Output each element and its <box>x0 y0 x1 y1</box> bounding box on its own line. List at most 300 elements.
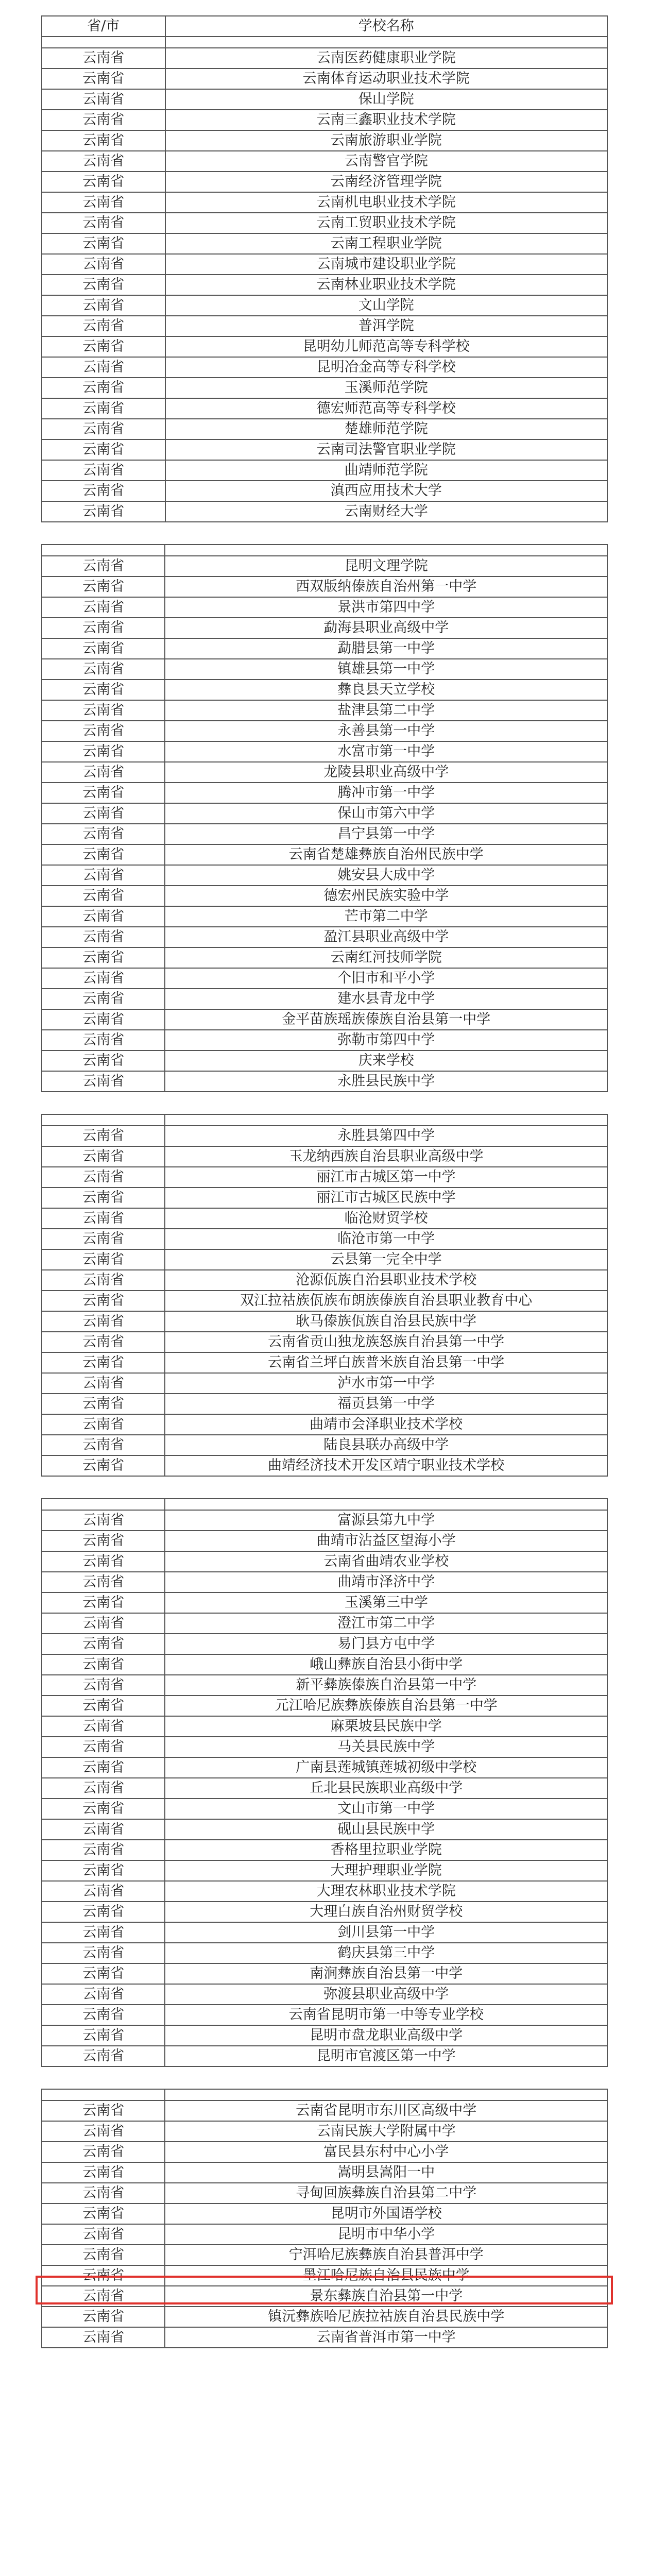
school-name-cell: 云南省普洱市第一中学 <box>165 2327 607 2348</box>
table-row <box>42 1799 607 1819</box>
blank-cell <box>165 2089 607 2100</box>
table-row <box>42 2005 607 2025</box>
province-cell: 云南省 <box>42 1167 165 1188</box>
table-row <box>42 501 607 522</box>
table-row <box>42 1249 607 1270</box>
province-cell: 云南省 <box>42 1009 165 1030</box>
school-name-cell: 云南省兰坪白族普米族自治县第一中学 <box>165 1352 607 1373</box>
table-row <box>42 2307 607 2327</box>
school-name-cell: 云南旅游职业学院 <box>165 130 607 151</box>
table-row <box>42 947 607 968</box>
table-row <box>42 1332 607 1352</box>
province-cell: 云南省 <box>42 989 165 1009</box>
province-cell: 云南省 <box>42 2046 165 2066</box>
table-row <box>42 1531 607 1551</box>
school-name-cell: 云南省昆明市东川区高级中学 <box>165 2100 607 2121</box>
school-name-cell: 庆来学校 <box>165 1050 607 1071</box>
table-row <box>42 295 607 316</box>
table-row <box>42 2046 607 2066</box>
table-row <box>42 2142 607 2162</box>
province-cell: 云南省 <box>42 2183 165 2204</box>
province-cell: 云南省 <box>42 1551 165 1572</box>
table-row <box>42 680 607 700</box>
province-cell: 云南省 <box>42 597 165 618</box>
table-row <box>42 1394 607 1414</box>
school-name-cell: 云南民族大学附属中学 <box>165 2121 607 2142</box>
province-cell: 云南省 <box>42 1394 165 1414</box>
province-cell: 云南省 <box>42 2265 165 2286</box>
province-cell: 云南省 <box>42 1291 165 1311</box>
school-name-cell: 新平彝族傣族自治县第一中学 <box>165 1675 607 1696</box>
school-name-cell: 龙陵县职业高级中学 <box>165 762 607 783</box>
province-cell: 云南省 <box>42 460 165 481</box>
table-row <box>42 865 607 886</box>
province-cell: 云南省 <box>42 1050 165 1071</box>
province-cell: 云南省 <box>42 1984 165 2005</box>
table-row <box>42 2245 607 2265</box>
school-name-cell: 双江拉祜族佤族布朗族傣族自治县职业教育中心 <box>165 1291 607 1311</box>
school-table-section <box>41 544 608 1092</box>
table-row <box>42 1071 607 1092</box>
province-cell: 云南省 <box>42 947 165 968</box>
school-name-cell: 云南机电职业技术学院 <box>165 192 607 213</box>
province-cell: 云南省 <box>42 1208 165 1229</box>
blank-cell <box>165 1114 607 1126</box>
table-row <box>42 803 607 824</box>
province-cell: 云南省 <box>42 1716 165 1737</box>
province-cell: 云南省 <box>42 680 165 700</box>
province-cell: 云南省 <box>42 577 165 597</box>
school-name-cell: 楚雄师范学院 <box>165 419 607 439</box>
blank-cell <box>42 1499 165 1510</box>
school-name-cell: 大理护理职业学院 <box>165 1860 607 1881</box>
school-name-cell: 陆良县联办高级中学 <box>165 1435 607 1455</box>
school-name-cell: 弥勒市第四中学 <box>165 1030 607 1050</box>
table-row <box>42 419 607 439</box>
table-row <box>42 69 607 89</box>
school-name-cell: 昆明文理学院 <box>165 556 607 577</box>
province-cell: 云南省 <box>42 2307 165 2327</box>
province-cell: 云南省 <box>42 1634 165 1654</box>
school-name-cell: 芒市第二中学 <box>165 906 607 927</box>
school-name-cell: 曲靖市泽济中学 <box>165 1572 607 1592</box>
table-row <box>42 1126 607 1146</box>
school-name-cell: 临沧市第一中学 <box>165 1229 607 1249</box>
school-name-cell: 云南省贡山独龙族怒族自治县第一中学 <box>165 1332 607 1352</box>
table-row <box>42 659 607 680</box>
school-name-cell: 马关县民族中学 <box>165 1737 607 1757</box>
province-cell: 云南省 <box>42 130 165 151</box>
province-cell: 云南省 <box>42 927 165 947</box>
table-row <box>42 336 607 357</box>
section-gap <box>41 1477 608 1498</box>
table-row <box>42 824 607 844</box>
school-name-cell: 水富市第一中学 <box>165 741 607 762</box>
school-name-cell: 玉溪师范学院 <box>165 378 607 398</box>
school-name-cell: 云南体育运动职业技术学院 <box>165 69 607 89</box>
province-cell: 云南省 <box>42 906 165 927</box>
table-row <box>42 1050 607 1071</box>
table-row <box>42 130 607 151</box>
school-name-cell: 个旧市和平小学 <box>165 968 607 989</box>
table-row <box>42 1592 607 1613</box>
header-school: 学校名称 <box>165 16 607 37</box>
table-row <box>42 618 607 638</box>
school-name-cell: 耿马傣族佤族自治县民族中学 <box>165 1311 607 1332</box>
table-row <box>42 597 607 618</box>
school-name-cell: 墨江哈尼族自治县民族中学 <box>165 2265 607 2286</box>
province-cell: 云南省 <box>42 1510 165 1531</box>
table-row <box>42 2100 607 2121</box>
province-cell: 云南省 <box>42 419 165 439</box>
table-row <box>42 481 607 501</box>
school-name-cell: 永善县第一中学 <box>165 721 607 741</box>
section-gap <box>41 2067 608 2089</box>
school-name-cell: 曲靖师范学院 <box>165 460 607 481</box>
school-name-cell: 西双版纳傣族自治州第一中学 <box>165 577 607 597</box>
table-row <box>42 1840 607 1860</box>
table-row <box>42 1716 607 1737</box>
school-name-cell: 云南三鑫职业技术学院 <box>165 110 607 130</box>
school-name-cell: 云县第一完全中学 <box>165 1249 607 1270</box>
table-row <box>42 886 607 906</box>
table-row <box>42 172 607 192</box>
table-row <box>42 700 607 721</box>
school-name-cell: 曲靖经济技术开发区靖宁职业技术学校 <box>165 1455 607 1476</box>
province-cell: 云南省 <box>42 1819 165 1840</box>
blank-cell <box>42 37 165 48</box>
school-table-section <box>41 2089 608 2348</box>
province-cell: 云南省 <box>42 1654 165 1675</box>
school-name-cell: 勐腊县第一中学 <box>165 638 607 659</box>
school-name-cell: 保山学院 <box>165 89 607 110</box>
school-name-cell: 丽江市古城区第一中学 <box>165 1167 607 1188</box>
province-cell: 云南省 <box>42 1126 165 1146</box>
table-row <box>42 1881 607 1902</box>
province-cell: 云南省 <box>42 275 165 295</box>
school-name-cell: 曲靖市沾益区望海小学 <box>165 1531 607 1551</box>
table-row <box>42 316 607 336</box>
school-name-cell: 麻栗坡县民族中学 <box>165 1716 607 1737</box>
province-cell: 云南省 <box>42 1030 165 1050</box>
school-name-cell: 南涧彝族自治县第一中学 <box>165 1963 607 1984</box>
province-cell: 云南省 <box>42 254 165 275</box>
province-cell: 云南省 <box>42 2162 165 2183</box>
table-row <box>42 2162 607 2183</box>
table-row <box>42 1373 607 1394</box>
table-row <box>42 1902 607 1922</box>
province-cell: 云南省 <box>42 398 165 419</box>
table-row <box>42 48 607 69</box>
province-cell: 云南省 <box>42 659 165 680</box>
table-row <box>42 378 607 398</box>
school-name-cell: 宁洱哈尼族彝族自治县普洱中学 <box>165 2245 607 2265</box>
table-row <box>42 1963 607 1984</box>
school-name-cell: 云南工程职业学院 <box>165 233 607 254</box>
province-cell: 云南省 <box>42 1435 165 1455</box>
table-row <box>42 398 607 419</box>
school-table-section <box>41 1114 608 1477</box>
province-cell: 云南省 <box>42 2025 165 2046</box>
table-row <box>42 254 607 275</box>
table-row <box>42 1030 607 1050</box>
province-cell: 云南省 <box>42 1373 165 1394</box>
province-cell: 云南省 <box>42 378 165 398</box>
province-cell: 云南省 <box>42 1455 165 1476</box>
school-name-cell: 昆明市盘龙职业高级中学 <box>165 2025 607 2046</box>
school-name-cell: 丽江市古城区民族中学 <box>165 1188 607 1208</box>
table-row <box>42 2286 607 2307</box>
table-row <box>42 783 607 803</box>
school-name-cell: 普洱学院 <box>165 316 607 336</box>
table-row <box>42 2025 607 2046</box>
province-cell: 云南省 <box>42 1799 165 1819</box>
province-cell: 云南省 <box>42 192 165 213</box>
province-cell: 云南省 <box>42 295 165 316</box>
table-row <box>42 1757 607 1778</box>
province-cell: 云南省 <box>42 2224 165 2245</box>
table-row <box>42 213 607 233</box>
province-cell: 云南省 <box>42 151 165 172</box>
province-cell: 云南省 <box>42 886 165 906</box>
province-cell: 云南省 <box>42 1071 165 1092</box>
school-name-cell: 峨山彝族自治县小街中学 <box>165 1654 607 1675</box>
province-cell: 云南省 <box>42 1881 165 1902</box>
school-name-cell: 云南财经大学 <box>165 501 607 522</box>
school-name-cell: 昆明幼儿师范高等专科学校 <box>165 336 607 357</box>
province-cell: 云南省 <box>42 1840 165 1860</box>
province-cell: 云南省 <box>42 1943 165 1963</box>
province-cell: 云南省 <box>42 2286 165 2307</box>
table-row <box>42 1737 607 1757</box>
table-row <box>42 1009 607 1030</box>
province-cell: 云南省 <box>42 172 165 192</box>
province-cell: 云南省 <box>42 762 165 783</box>
table-row <box>42 1613 607 1634</box>
province-cell: 云南省 <box>42 2204 165 2224</box>
province-cell: 云南省 <box>42 741 165 762</box>
province-cell: 云南省 <box>42 1963 165 1984</box>
province-cell: 云南省 <box>42 1902 165 1922</box>
province-cell: 云南省 <box>42 1592 165 1613</box>
table-row <box>42 2183 607 2204</box>
table-row <box>42 1352 607 1373</box>
table-row <box>42 1455 607 1476</box>
school-name-cell: 嵩明县嵩阳一中 <box>165 2162 607 2183</box>
table-row <box>42 1819 607 1840</box>
school-name-cell: 临沧财贸学校 <box>165 1208 607 1229</box>
school-name-cell: 剑川县第一中学 <box>165 1922 607 1943</box>
table-row <box>42 357 607 378</box>
province-cell: 云南省 <box>42 316 165 336</box>
province-cell: 云南省 <box>42 1352 165 1373</box>
province-cell: 云南省 <box>42 213 165 233</box>
school-name-cell: 彝良县天立学校 <box>165 680 607 700</box>
school-name-cell: 金平苗族瑶族傣族自治县第一中学 <box>165 1009 607 1030</box>
table-row <box>42 1984 607 2005</box>
table-row <box>42 927 607 947</box>
school-name-cell: 弥渡县职业高级中学 <box>165 1984 607 2005</box>
table-row <box>42 1414 607 1435</box>
table-row <box>42 1146 607 1167</box>
blank-cell <box>165 37 607 48</box>
school-name-cell: 盈江县职业高级中学 <box>165 927 607 947</box>
blank-cell <box>165 545 607 556</box>
table-row <box>42 762 607 783</box>
blank-cell <box>165 1499 607 1510</box>
province-cell: 云南省 <box>42 2142 165 2162</box>
school-name-cell: 泸水市第一中学 <box>165 1373 607 1394</box>
blank-cell <box>42 545 165 556</box>
province-cell: 云南省 <box>42 618 165 638</box>
province-cell: 云南省 <box>42 844 165 865</box>
province-cell: 云南省 <box>42 865 165 886</box>
table-row <box>42 1634 607 1654</box>
header-province: 省/市 <box>42 16 165 37</box>
school-name-cell: 景洪市第四中学 <box>165 597 607 618</box>
school-table-section <box>41 1498 608 2067</box>
school-name-cell: 易门县方屯中学 <box>165 1634 607 1654</box>
province-cell: 云南省 <box>42 2005 165 2025</box>
province-cell: 云南省 <box>42 1531 165 1551</box>
table-row <box>42 741 607 762</box>
school-name-cell: 盐津县第二中学 <box>165 700 607 721</box>
province-cell: 云南省 <box>42 357 165 378</box>
table-row <box>42 151 607 172</box>
school-name-cell: 勐海县职业高级中学 <box>165 618 607 638</box>
table-row <box>42 1860 607 1881</box>
school-name-cell: 昌宁县第一中学 <box>165 824 607 844</box>
school-name-cell: 广南县莲城镇莲城初级中学校 <box>165 1757 607 1778</box>
province-cell: 云南省 <box>42 1922 165 1943</box>
header-row <box>42 16 607 37</box>
table-row <box>42 439 607 460</box>
table-row <box>42 1510 607 1531</box>
school-name-cell: 德宏师范高等专科学校 <box>165 398 607 419</box>
blank-cell <box>42 2089 165 2100</box>
province-cell: 云南省 <box>42 2100 165 2121</box>
province-cell: 云南省 <box>42 968 165 989</box>
table-row <box>42 1696 607 1716</box>
section-gap <box>41 522 608 544</box>
province-cell: 云南省 <box>42 1675 165 1696</box>
table-row <box>42 1229 607 1249</box>
school-name-cell: 云南省楚雄彝族自治州民族中学 <box>165 844 607 865</box>
school-name-cell: 云南省曲靖农业学校 <box>165 1551 607 1572</box>
table-row <box>42 1654 607 1675</box>
school-name-cell: 云南司法警官职业学院 <box>165 439 607 460</box>
table-row <box>42 89 607 110</box>
school-name-cell: 景东彝族自治县第一中学 <box>165 2286 607 2307</box>
table-row <box>42 2327 607 2348</box>
school-name-cell: 建水县青龙中学 <box>165 989 607 1009</box>
province-cell: 云南省 <box>42 1572 165 1592</box>
province-cell: 云南省 <box>42 1270 165 1291</box>
school-table-section <box>41 15 608 522</box>
province-cell: 云南省 <box>42 501 165 522</box>
school-name-cell: 香格里拉职业学院 <box>165 1840 607 1860</box>
school-name-cell: 云南经济管理学院 <box>165 172 607 192</box>
school-name-cell: 德宏州民族实验中学 <box>165 886 607 906</box>
table-row <box>42 721 607 741</box>
province-cell: 云南省 <box>42 1860 165 1881</box>
table-row <box>42 233 607 254</box>
table-row <box>42 460 607 481</box>
school-name-cell: 镇雄县第一中学 <box>165 659 607 680</box>
school-name-cell: 福贡县第一中学 <box>165 1394 607 1414</box>
table-row <box>42 556 607 577</box>
school-name-cell: 文山学院 <box>165 295 607 316</box>
table-row <box>42 906 607 927</box>
school-name-cell: 云南警官学院 <box>165 151 607 172</box>
province-cell: 云南省 <box>42 1414 165 1435</box>
school-name-cell: 云南城市建设职业学院 <box>165 254 607 275</box>
table-row <box>42 989 607 1009</box>
province-cell: 云南省 <box>42 481 165 501</box>
province-cell: 云南省 <box>42 1778 165 1799</box>
table-row <box>42 1270 607 1291</box>
school-name-cell: 滇西应用技术大学 <box>165 481 607 501</box>
table-row <box>42 2224 607 2245</box>
province-cell: 云南省 <box>42 638 165 659</box>
school-name-cell: 腾冲市第一中学 <box>165 783 607 803</box>
table-row <box>42 577 607 597</box>
province-cell: 云南省 <box>42 2121 165 2142</box>
table-row <box>42 1943 607 1963</box>
school-name-cell: 姚安县大成中学 <box>165 865 607 886</box>
school-name-cell: 保山市第六中学 <box>165 803 607 824</box>
table-row <box>42 275 607 295</box>
school-name-cell: 昆明市外国语学校 <box>165 2204 607 2224</box>
school-name-cell: 昆明市中华小学 <box>165 2224 607 2245</box>
province-cell: 云南省 <box>42 1229 165 1249</box>
table-row <box>42 968 607 989</box>
school-name-cell: 云南工贸职业技术学院 <box>165 213 607 233</box>
table-row <box>42 1167 607 1188</box>
table-row <box>42 1435 607 1455</box>
province-cell: 云南省 <box>42 110 165 130</box>
school-name-cell: 寻甸回族彝族自治县第二中学 <box>165 2183 607 2204</box>
province-cell: 云南省 <box>42 336 165 357</box>
table-row <box>42 2121 607 2142</box>
province-cell: 云南省 <box>42 233 165 254</box>
school-name-cell: 玉溪第三中学 <box>165 1592 607 1613</box>
blank-row <box>42 2089 607 2100</box>
school-name-cell: 富民县东村中心小学 <box>165 2142 607 2162</box>
table-row <box>42 1208 607 1229</box>
table-row <box>42 1311 607 1332</box>
table-row <box>42 1572 607 1592</box>
province-cell: 云南省 <box>42 89 165 110</box>
school-name-cell: 丘北县民族职业高级中学 <box>165 1778 607 1799</box>
province-cell: 云南省 <box>42 439 165 460</box>
province-cell: 云南省 <box>42 824 165 844</box>
school-name-cell: 大理白族自治州财贸学校 <box>165 1902 607 1922</box>
province-cell: 云南省 <box>42 556 165 577</box>
province-cell: 云南省 <box>42 721 165 741</box>
table-row <box>42 1922 607 1943</box>
blank-row <box>42 545 607 556</box>
school-name-cell: 富源县第九中学 <box>165 1510 607 1531</box>
table-row <box>42 1188 607 1208</box>
school-name-cell: 砚山县民族中学 <box>165 1819 607 1840</box>
school-name-cell: 云南林业职业技术学院 <box>165 275 607 295</box>
school-list-document <box>41 15 608 2348</box>
province-cell: 云南省 <box>42 803 165 824</box>
province-cell: 云南省 <box>42 783 165 803</box>
school-name-cell: 沧源佤族自治县职业技术学校 <box>165 1270 607 1291</box>
school-name-cell: 永胜县第四中学 <box>165 1126 607 1146</box>
